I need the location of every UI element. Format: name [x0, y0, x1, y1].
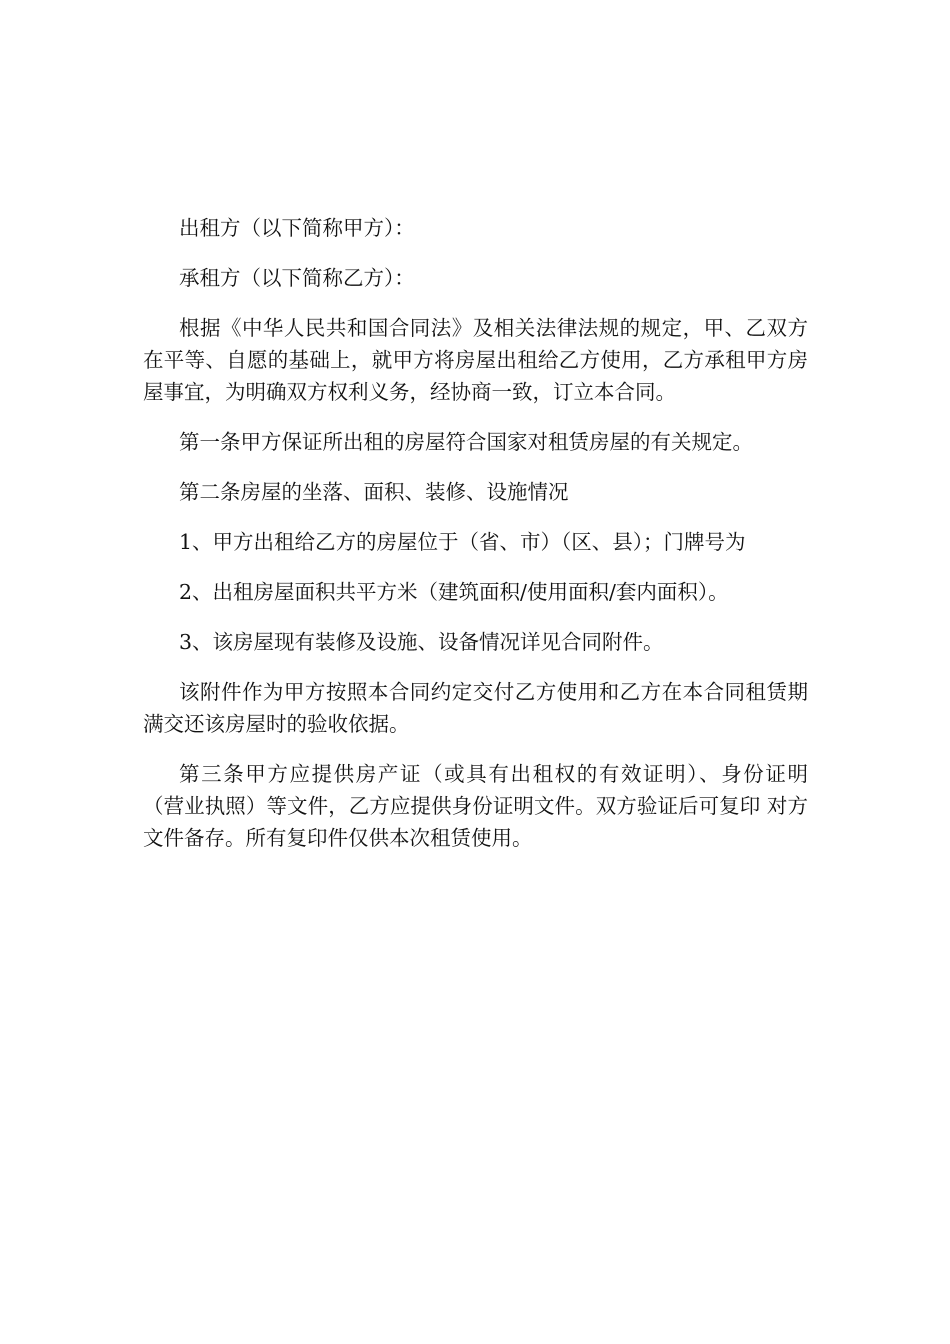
attachment-note: 该附件作为甲方按照本合同约定交付乙方使用和乙方在本合同租赁期满交还该房屋时的验收依据。	[143, 680, 808, 736]
lessor-line: 出租方（以下简称甲方）：	[179, 216, 415, 240]
preamble-paragraph: 根据《中华人民共和国合同法》及相关法律法规的规定，甲、乙双方在平等、自愿的基础上，就甲方将房屋出租给乙方使用，乙方承租甲方房屋事宜，为明确双方权利义务，经协商一致，订立本合同。	[143, 316, 808, 404]
lessee-line: 承租方（以下简称乙方）：	[179, 266, 415, 290]
article-3: 第三条甲方应提供房产证（或具有出租权的有效证明）、身份证明 （营业执照）等文件，乙方应提供身份证明文件。双方验证后可复印 对方文件备存。所有复印件仅供本次租赁使用。	[143, 762, 815, 850]
article-2-item-2: 2、出租房屋面积共平方米（建筑面积/使用面积/套内面积）。	[179, 580, 729, 604]
article-2-item-3: 3、该房屋现有装修及设施、设备情况详见合同附件。	[179, 630, 664, 654]
article-2-heading: 第二条房屋的坐落、面积、装修、设施情况	[179, 480, 569, 504]
article-2-item-1: 1、甲方出租给乙方的房屋位于（省、市）（区、县）；门牌号为	[179, 530, 746, 554]
article-1: 第一条甲方保证所出租的房屋符合国家对租赁房屋的有关规定。	[179, 430, 753, 454]
document-body	[143, 212, 815, 872]
